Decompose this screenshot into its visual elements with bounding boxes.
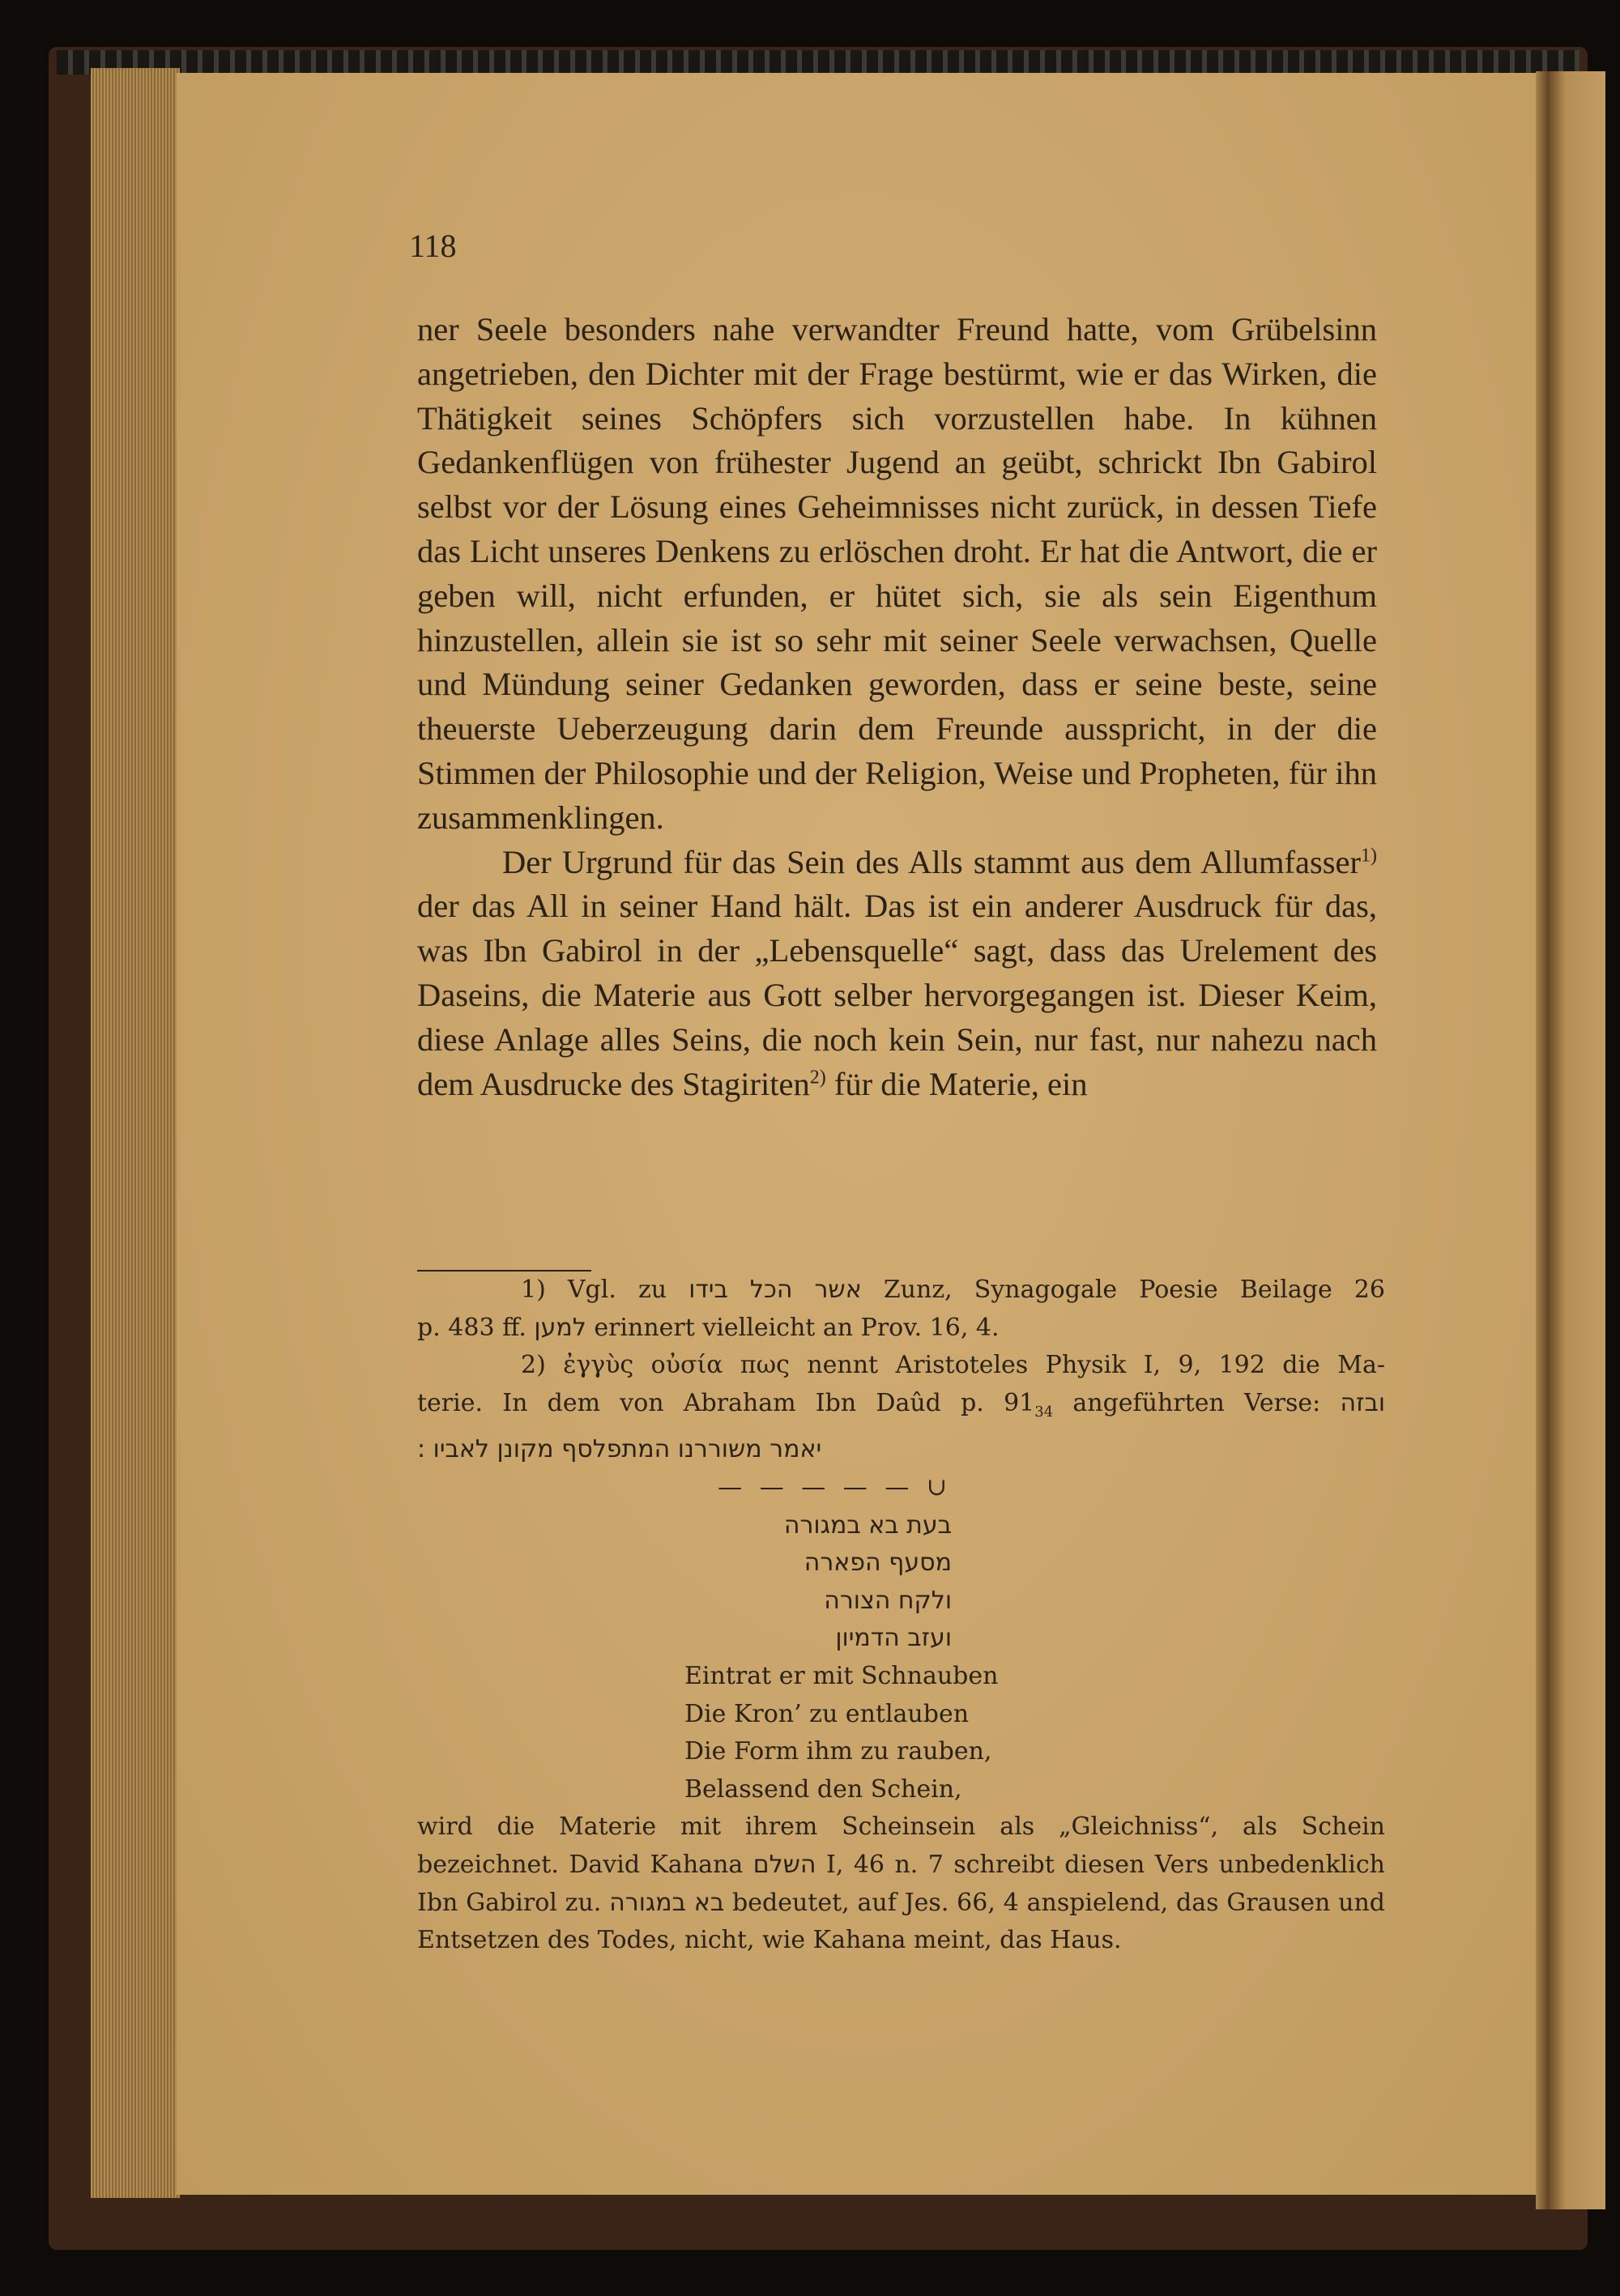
meter-marks: — — — — — ∪ (718, 1472, 952, 1502)
footnote-1-line-2 (417, 1310, 1385, 1348)
german-verse-line-2: Die Kron’ zu entlauben (684, 1699, 970, 1728)
page-edges (91, 68, 180, 2198)
footnote-2-meter (417, 1469, 952, 1507)
paragraph-2-part-1: Der Urgrund für das Sein des Alls stammt aus dem Allumfasser (502, 843, 1361, 880)
footnote-2-text-c: angeführten Verse: (1053, 1388, 1341, 1417)
hebrew-verse-line-2: מסעף הפארה (804, 1548, 952, 1578)
footnote-1-text-c: p. 483 ff. (417, 1313, 535, 1342)
footnote-1-text-b: Zunz, Synagogale Poesie Beilage 26 (861, 1276, 1385, 1304)
german-verse-line-4: Belassend den Schein, (684, 1774, 962, 1804)
facing-page-edge (1549, 71, 1605, 2209)
hebrew-verse-line-4: ועזב הדמיון (835, 1624, 952, 1653)
footnote-2-marker: 2) (521, 1351, 546, 1380)
footnote-2-greek: ἐγγὺς οὐσία πως (563, 1351, 790, 1380)
footnote-2-tail-hebrew-2: בא במגורה (609, 1888, 725, 1917)
footnote-1-marker: 1) (521, 1276, 546, 1304)
footnote-ref-2: 2) (809, 1067, 826, 1088)
footnote-2-line-2 (417, 1385, 1385, 1432)
footnote-ref-1: 1) (1361, 845, 1377, 867)
footnote-1-text-a: Vgl. zu (567, 1276, 689, 1304)
footnote-1-hebrew-b: למען (534, 1313, 586, 1342)
footnotes (417, 1272, 1385, 1960)
hebrew-verse-line-1: בעת בא במגורה (783, 1510, 952, 1540)
main-text (417, 308, 1377, 1106)
footnote-2-tail-hebrew-1: השלם (752, 1850, 816, 1879)
paragraph-2-part-3: für die Materie, ein (825, 1065, 1088, 1102)
footnote-2-text-a: nennt Aristoteles Physik I, 9, 192 die Ma- (789, 1351, 1385, 1380)
footnote-2-line-1 (417, 1347, 1385, 1385)
footnote-2-hebrew-intro: יאמר משוררנו המתפלסף מקונן לאביו : (417, 1435, 822, 1464)
paragraph-2 (417, 841, 1377, 1107)
german-verse (417, 1658, 1385, 1808)
footnote-2-tail-a: wird die Materie mit ihrem Scheinsein als „Gleichniss“, als Schein bezeichnet. David Kahana (417, 1813, 1385, 1879)
footnote-2-tail-c: bedeutet, auf Jes. 66, 4 anspielend, das Grausen und Entsetzen des Todes, nicht, wie Kahana meint, das Haus. (417, 1888, 1385, 1955)
hebrew-verse (417, 1507, 1385, 1658)
cover-edge-band (57, 50, 1580, 75)
german-verse-line-3: Die Form ihm zu rauben, (684, 1737, 992, 1766)
page-number: 118 (409, 228, 457, 264)
footnote-2-text-b: terie. In dem von Abraham Ibn Daûd p. 91 (417, 1388, 1035, 1417)
hebrew-verse-line-3: ולקח הצורה (824, 1586, 952, 1615)
footnote-1-text-d: erinnert vielleicht an Prov. 16, 4. (586, 1313, 1000, 1342)
german-verse-line-1: Eintrat er mit Schnauben (684, 1661, 999, 1690)
paragraph-1: ner Seele besonders nahe verwandter Freund hatte, vom Grübelsinn angetrieben, den Dichter mit der Frage bestürmt, wie er das Wirken, die Thätigkeit seines Schöpfers sich vorzustellen habe. In kühnen Gedankenflügen von frühester Jugend an geübt, schrickt Ibn Gabirol selbst vor der Lösung eines Geheimnisses nicht zurück, in dessen Tiefe das Licht unseres Denkens zu erlöschen droht. Er hat die Antwort, die er geben will, nicht erfunden, er hütet sich, sie als sein Eigenthum hinzustellen, allein sie ist so sehr mit seiner Seele verwachsen, Quelle und Mündung seiner Gedanken geworden, dass er seine beste, seine theuerste Ueberzeugung darin dem Freunde ausspricht, in der die Stimmen der Philosophie und der Religion, Weise und Propheten, für ihn zusammenklingen. (417, 311, 1377, 836)
footnote-2-tail-b: I, 46 n. 7 schreibt diesen Vers unbedenklich Ibn Gabirol zu. (417, 1850, 1385, 1917)
footnote-2-tail (417, 1808, 1385, 1959)
footnote-1-hebrew-a: אשר הכל בידו (688, 1276, 862, 1304)
paragraph-2-part-2: der das All in seiner Hand hält. Das ist ein anderer Ausdruck für das, was Ibn Gabirol in der „Lebensquelle“ sagt, dass das Urelement des Daseins, die Materie aus Gott selber hervorgegangen ist. Dieser Keim, diese Anlage alles Seins, die noch kein Sein, nur fast, nur nahezu nach dem Ausdrucke des Stagiriten (417, 888, 1377, 1102)
footnote-2-sub: 34 (1034, 1403, 1054, 1421)
footnote-2-hebrew-a: ובזה (1340, 1388, 1385, 1417)
footnote-2-line-3 (417, 1431, 1385, 1469)
footnote-1-line-1 (417, 1272, 1385, 1310)
